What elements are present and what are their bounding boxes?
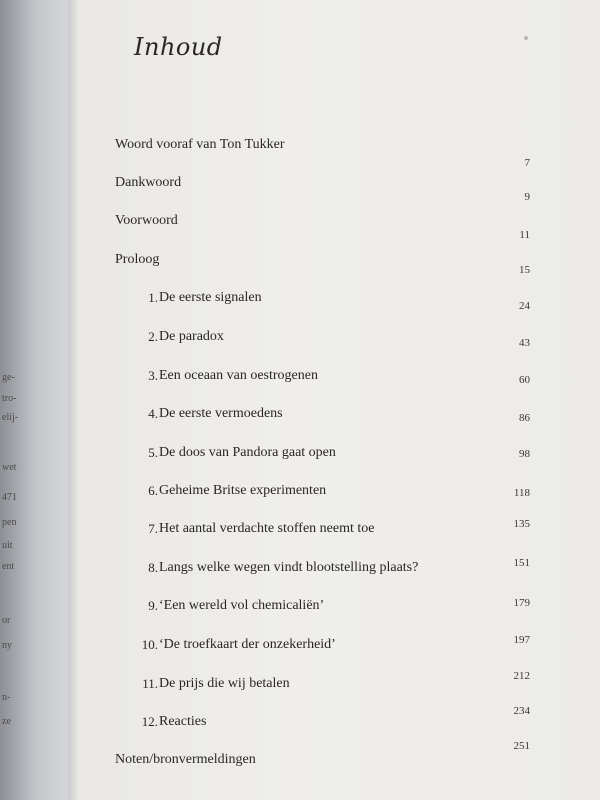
page-number: 11 (519, 229, 530, 241)
chapter-title: Langs welke wegen vindt blootstelling plaats? (159, 560, 419, 575)
page-number: 212 (513, 670, 530, 682)
page-number: 135 (513, 518, 530, 530)
left-page-fragment: ze (2, 716, 11, 727)
chapter-title: De prijs die wij betalen (159, 676, 290, 691)
chapter-title: Geheime Britse experimenten (159, 483, 327, 498)
chapter-number: 6. (148, 483, 158, 498)
page-number: 60 (519, 374, 530, 386)
page-number: 24 (519, 300, 530, 312)
left-page-fragment: 471 (2, 492, 17, 503)
chapter-title: ‘De troefkaart der onzekerheid’ (159, 637, 336, 652)
chapter-title: Noten/bronvermeldingen (115, 752, 256, 767)
left-page-fragment: pen (2, 517, 17, 528)
chapter-title: Het aantal verdachte stoffen neemt toe (159, 521, 375, 536)
chapter-title: ‘Een wereld vol chemicaliën’ (159, 598, 325, 613)
chapter-title: Dankwoord (115, 175, 182, 190)
page-speck (524, 36, 528, 40)
page-number: 197 (513, 634, 530, 646)
chapter-number: 9. (148, 598, 158, 613)
chapter-title: De paradox (159, 329, 224, 344)
chapter-title: Woord vooraf van Ton Tukker (115, 137, 285, 152)
contents-page (78, 0, 600, 800)
chapter-number: 1. (148, 290, 158, 305)
chapter-title: Een oceaan van oestrogenen (159, 368, 318, 383)
chapter-title: De eerste signalen (159, 290, 262, 305)
chapter-number: 8. (148, 560, 158, 575)
page-number: 151 (513, 557, 530, 569)
chapter-title: De doos van Pandora gaat open (159, 445, 336, 460)
left-page-fragment: ge- (2, 372, 15, 383)
chapter-number: 4. (148, 406, 158, 421)
page-number: 86 (519, 412, 530, 424)
chapter-number: 3. (148, 368, 158, 383)
left-page-fragment: ent (2, 561, 15, 572)
page-title: Inhoud (134, 33, 223, 61)
left-page-fragment: uit (2, 540, 13, 551)
left-page-fragment: ny (2, 640, 12, 651)
left-page-fragment: or (2, 615, 11, 626)
left-page-fragment: tro- (2, 393, 17, 404)
page-number: 179 (513, 597, 530, 609)
left-page-fragment: n- (2, 692, 11, 703)
page-number: 15 (519, 264, 530, 276)
left-page-edge (0, 0, 68, 800)
page-number: 7 (524, 157, 530, 169)
left-page-fragment: wet (2, 462, 17, 473)
book-gutter (68, 0, 78, 800)
page-number: 118 (513, 487, 530, 499)
chapter-title: Proloog (115, 252, 160, 267)
chapter-number: 7. (148, 521, 158, 536)
chapter-number: 11. (142, 676, 158, 691)
chapter-number: 10. (141, 637, 158, 652)
chapter-title: De eerste vermoedens (159, 406, 283, 421)
page-number: 43 (519, 337, 530, 349)
page-number: 9 (524, 191, 530, 203)
page-number: 234 (513, 705, 530, 717)
chapter-number: 12. (141, 714, 158, 729)
chapter-title: Reacties (159, 714, 207, 729)
chapter-number: 2. (148, 329, 158, 344)
page-number: 251 (513, 740, 530, 752)
left-page-fragment: elij- (2, 412, 19, 423)
page-number: 98 (519, 448, 530, 460)
chapter-title: Voorwoord (115, 213, 178, 228)
chapter-number: 5. (148, 445, 158, 460)
